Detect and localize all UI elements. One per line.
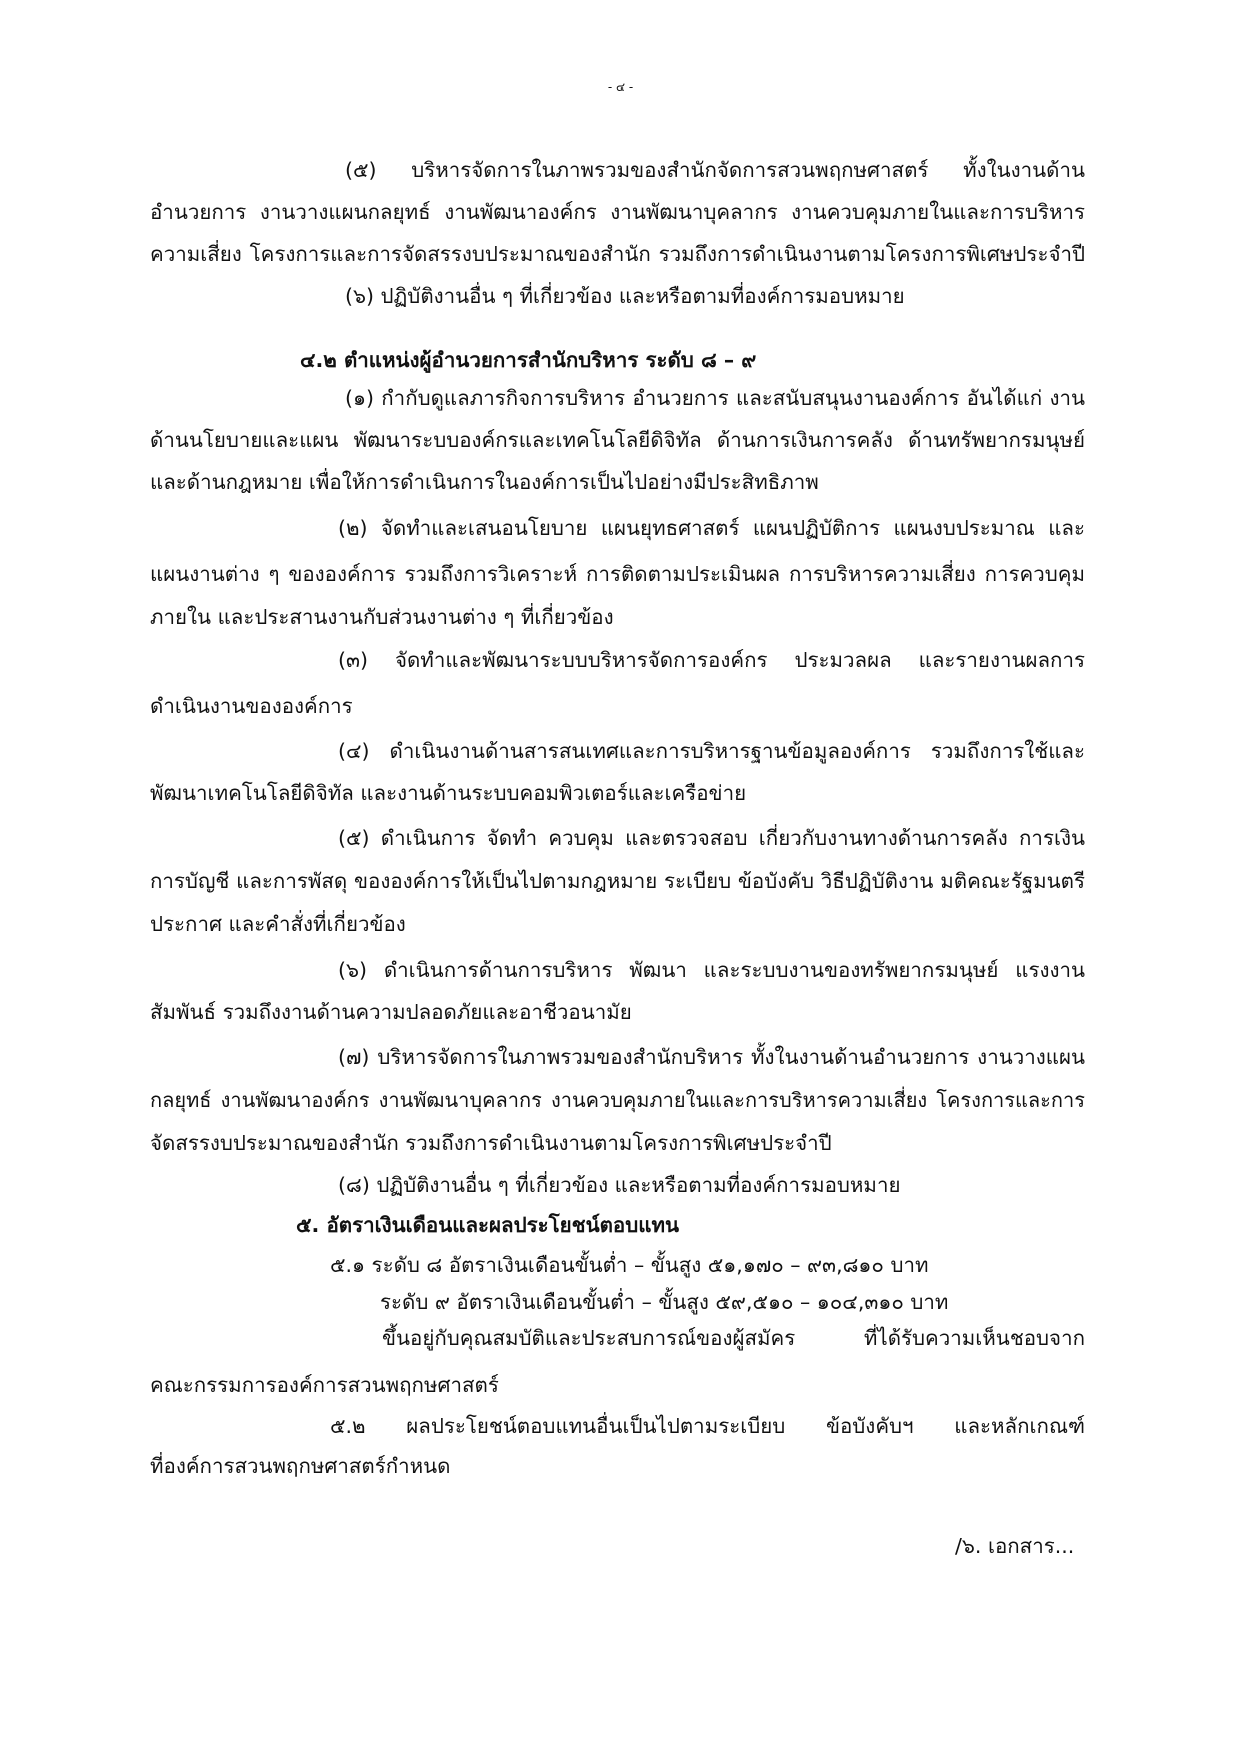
item-4-2-2-line-1: (๒) จัดทำและเสนอนโยบาย แผนยุทธศาสตร์ แผนปฏิบัติการ แผนงบประมาณ และ <box>338 516 1085 540</box>
item-4-2-4-line-1: (๔) ดำเนินงานด้านสารสนเทศและการบริหารฐานข้อมูลองค์การ รวมถึงการใช้และ <box>338 739 1085 763</box>
section-5-heading: ๕. อัตราเงินเดือนและผลประโยชน์ตอบแทน <box>296 1213 679 1237</box>
page-number: - ๔ - <box>607 80 634 94</box>
item-4-2-5-line-1: (๕) ดำเนินการ จัดทำ ควบคุม และตรวจสอบ เกี่ยวกับงานทางด้านการคลัง การเงิน <box>338 826 1085 850</box>
prev-item-5-line-2: อำนวยการ งานวางแผนกลยุทธ์ งานพัฒนาองค์กร งานพัฒนาบุคลากร งานควบคุมภายในและการบริหาร <box>150 200 1085 224</box>
prev-item-5-line-1: (๕) บริหารจัดการในภาพรวมของสำนักจัดการสวนพฤกษศาสตร์ ทั้งในงานด้าน <box>345 158 1085 182</box>
continuation-note: /๖. เอกสาร... <box>955 1534 1075 1558</box>
item-4-2-6-line-1: (๖) ดำเนินการด้านการบริหาร พัฒนา และระบบงานของทรัพยากรมนุษย์ แรงงาน <box>338 958 1085 982</box>
item-5-1-note-line-1: ขึ้นอยู่กับคุณสมบัติและประสบการณ์ของผู้สมัคร ที่ได้รับความเห็นชอบจาก <box>382 1326 1085 1350</box>
item-4-2-6-line-2: สัมพันธ์ รวมถึงงานด้านความปลอดภัยและอาชีวอนามัย <box>150 1000 632 1024</box>
item-4-2-3-line-1: (๓) จัดทำและพัฒนาระบบบริหารจัดการองค์กร ประมวลผล และรายงานผลการ <box>338 648 1085 672</box>
prev-item-5-line-3: ความเสี่ยง โครงการและการจัดสรรงบประมาณของสำนัก รวมถึงการดำเนินงานตามโครงการพิเศษประจำปี <box>150 242 1085 266</box>
item-4-2-2-line-2: แผนงานต่าง ๆ ขององค์การ รวมถึงการวิเคราะห์ การติดตามประเมินผล การบริหารความเสี่ยง การควบคุม <box>150 562 1085 586</box>
item-4-2-3-line-2: ดำเนินงานขององค์การ <box>150 694 353 718</box>
item-5-1-level-9: ระดับ ๙ อัตราเงินเดือนขั้นต่ำ – ขั้นสูง ๕๙,๕๑๐ – ๑๐๔,๓๑๐ บาท <box>380 1290 949 1314</box>
item-4-2-1-line-2: ด้านนโยบายและแผน พัฒนาระบบองค์กรและเทคโนโลยีดิจิทัล ด้านการเงินการคลัง ด้านทรัพยากรมนุษย์ <box>150 428 1085 452</box>
item-4-2-7-line-2: กลยุทธ์ งานพัฒนาองค์กร งานพัฒนาบุคลากร งานควบคุมภายในและการบริหารความเสี่ยง โครงการและการ <box>150 1088 1085 1112</box>
item-4-2-1-line-3: และด้านกฎหมาย เพื่อให้การดำเนินการในองค์การเป็นไปอย่างมีประสิทธิภาพ <box>150 470 819 494</box>
item-4-2-8: (๘) ปฏิบัติงานอื่น ๆ ที่เกี่ยวข้อง และหรือตามที่องค์การมอบหมาย <box>338 1173 901 1197</box>
item-4-2-5-line-2: การบัญชี และการพัสดุ ขององค์การให้เป็นไปตามกฎหมาย ระเบียบ ข้อบังคับ วิธีปฏิบัติงาน มติคณะรัฐมนตรี <box>150 869 1085 893</box>
item-5-1-level-8: ๕.๑ ระดับ ๘ อัตราเงินเดือนขั้นต่ำ – ขั้นสูง ๕๑,๑๗๐ – ๙๓,๘๑๐ บาท <box>330 1253 929 1277</box>
item-4-2-1-line-1: (๑) กำกับดูแลภารกิจการบริหาร อำนวยการ และสนับสนุนงานองค์การ อันได้แก่ งาน <box>345 386 1085 410</box>
item-4-2-5-line-3: ประกาศ และคำสั่งที่เกี่ยวข้อง <box>150 912 406 936</box>
item-5-2-line-2: ที่องค์การสวนพฤกษศาสตร์กำหนด <box>150 1454 451 1478</box>
item-4-2-2-line-3: ภายใน และประสานงานกับส่วนงานต่าง ๆ ที่เกี่ยวข้อง <box>150 605 614 629</box>
item-4-2-4-line-2: พัฒนาเทคโนโลยีดิจิทัล และงานด้านระบบคอมพิวเตอร์และเครือข่าย <box>150 781 747 805</box>
item-5-2-line-1: ๕.๒ ผลประโยชน์ตอบแทนอื่นเป็นไปตามระเบียบ ข้อบังคับฯ และหลักเกณฑ์ <box>330 1414 1085 1438</box>
item-4-2-7-line-3: จัดสรรงบประมาณของสำนัก รวมถึงการดำเนินงานตามโครงการพิเศษประจำปี <box>150 1131 832 1155</box>
prev-item-6: (๖) ปฏิบัติงานอื่น ๆ ที่เกี่ยวข้อง และหรือตามที่องค์การมอบหมาย <box>345 284 905 308</box>
item-4-2-7-line-1: (๗) บริหารจัดการในภาพรวมของสำนักบริหาร ทั้งในงานด้านอำนวยการ งานวางแผน <box>338 1045 1085 1069</box>
item-5-1-note-line-2: คณะกรรมการองค์การสวนพฤกษศาสตร์ <box>150 1373 499 1397</box>
section-4-2-heading: ๔.๒ ตำแหน่งผู้อำนวยการสำนักบริหาร ระดับ ๘ – ๙ <box>300 348 757 372</box>
